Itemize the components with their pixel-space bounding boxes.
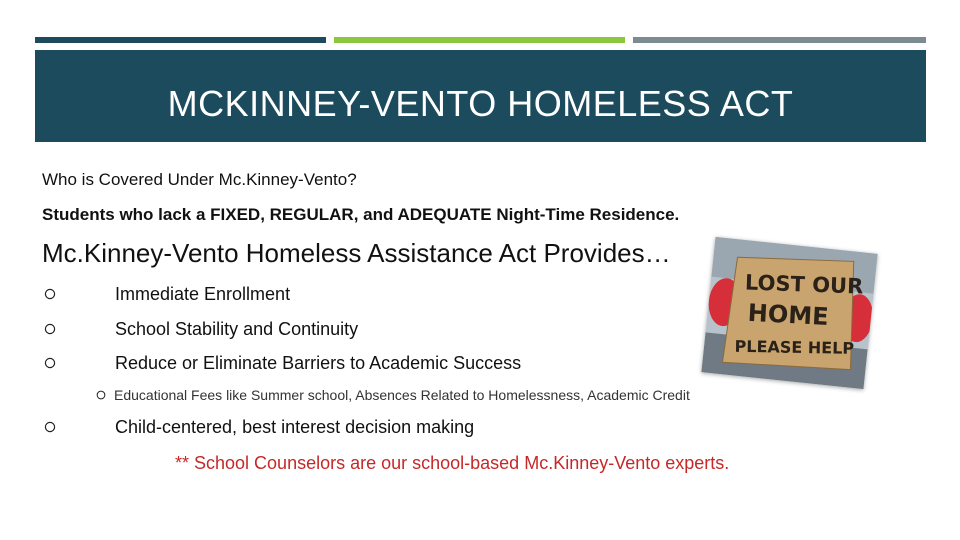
sub-list-item	[96, 387, 690, 403]
sign-line-3: PLEASE HELP	[734, 336, 855, 358]
bullet-icon	[44, 357, 56, 369]
bullet-icon	[44, 288, 56, 300]
accent-bar-teal	[35, 37, 326, 43]
accent-bar-green	[334, 37, 625, 43]
bullet-icon	[44, 421, 56, 433]
accent-bar-gray	[633, 37, 926, 43]
bullet-icon	[44, 323, 56, 335]
sign-line-2: HOME	[747, 298, 830, 331]
bullet-label: Child-centered, best interest decision making	[115, 416, 475, 437]
bullet-label: Reduce or Eliminate Barriers to Academic Success	[115, 352, 522, 373]
homeless-sign-photo	[701, 237, 877, 389]
list-item	[44, 318, 359, 339]
bullet-icon	[96, 390, 106, 400]
coverage-question: Who is Covered Under Mc.Kinney-Vento?	[42, 170, 357, 189]
title-band	[35, 50, 926, 142]
provides-heading: Mc.Kinney-Vento Homeless Assistance Act Provides…	[42, 238, 671, 268]
bullet-label: Immediate Enrollment	[115, 283, 291, 304]
sign-illustration	[701, 237, 877, 389]
slide-title: MCKINNEY-VENTO HOMELESS ACT	[167, 83, 794, 124]
counselor-note: ** School Counselors are our school-based Mc.Kinney-Vento experts.	[175, 453, 730, 473]
list-item	[44, 283, 291, 304]
sign-line-1: LOST OUR	[744, 270, 864, 299]
list-item	[44, 416, 475, 437]
bullet-label: School Stability and Continuity	[115, 318, 359, 339]
coverage-definition: Students who lack a FIXED, REGULAR, and ADEQUATE Night-Time Residence.	[42, 205, 680, 224]
list-item	[44, 352, 522, 373]
sub-bullet-label: Educational Fees like Summer school, Absences Related to Homelessness, Academic Credit	[114, 387, 690, 403]
